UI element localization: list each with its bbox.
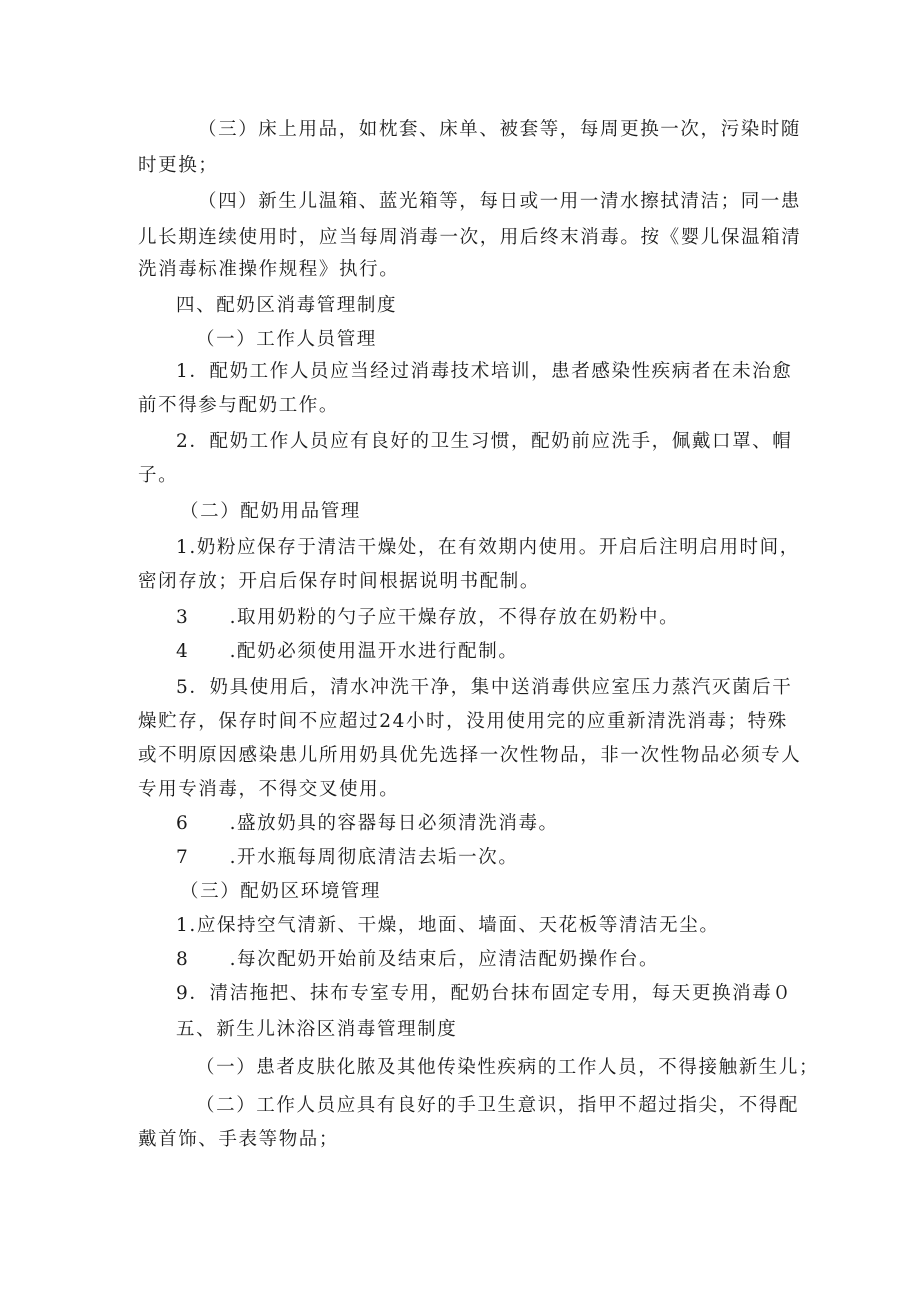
- item-5-utensils-line-3: 或不明原因感染患儿所用奶具优先选择一次性物品，非一次性物品必须专人: [138, 745, 802, 766]
- item-7-kettle: 7 .开水瓶每周彻底清洁去垢一次。: [176, 847, 519, 868]
- para-4-incubator-line-3: 洗消毒标准操作规程》执行。: [138, 259, 400, 280]
- item-3-scoop: 3 .取用奶粉的勺子应干燥存放，不得存放在奶粉中。: [176, 607, 680, 628]
- item-8-worktop: 8 .每次配奶开始前及结束后，应清洁配奶操作台。: [176, 949, 660, 970]
- bathing-item-2-line-1: （二）工作人员应具有良好的手卫生意识，指甲不超过指尖，不得配: [196, 1095, 800, 1116]
- section-4-heading: 四、配奶区消毒管理制度: [176, 295, 398, 316]
- item-4-warm-water: 4 .配奶必须使用温开水进行配制。: [176, 641, 519, 662]
- item-2-hygiene-line-2: 子。: [138, 465, 179, 486]
- bathing-item-2-line-2: 戴首饰、手表等物品；: [138, 1129, 340, 1150]
- subsection-3-environment-heading: （三）配奶区环境管理: [180, 881, 382, 902]
- item-1-air: 1.应保持空气清新、干燥，地面、墙面、天花板等清洁无尘。: [176, 915, 720, 936]
- item-6-containers: 6 .盛放奶具的容器每日必须清洗消毒。: [176, 813, 559, 834]
- section-5-heading: 五、新生儿沐浴区消毒管理制度: [176, 1019, 458, 1040]
- item-9-mops: 9．清洁拖把、抹布专室专用，配奶台抹布固定专用，每天更换消毒０: [176, 983, 793, 1004]
- item-5-utensils-line-1: 5．奶具使用后，清水冲洗干净，集中送消毒供应室压力蒸汽灭菌后干: [176, 677, 793, 698]
- para-4-incubator-line-1: （四）新生儿温箱、蓝光箱等，每日或一用一清水擦拭清洁；同一患: [198, 191, 802, 212]
- subsection-2-supplies-heading: （二）配奶用品管理: [180, 501, 361, 522]
- item-5-utensils-line-4: 专用专消毒，不得交叉使用。: [138, 779, 400, 800]
- para-3-bedding-line-2: 时更换；: [138, 155, 219, 176]
- item-1-formula-line-1: 1.奶粉应保存于清洁干燥处，在有效期内使用。开启后注明启用时间，: [176, 537, 800, 558]
- bathing-item-1: （一）患者皮肤化脓及其他传染性疾病的工作人员，不得接触新生儿；: [196, 1057, 820, 1078]
- item-2-hygiene-line-1: 2．配奶工作人员应有良好的卫生习惯，配奶前应洗手，佩戴口罩、帽: [176, 431, 793, 452]
- para-3-bedding-line-1: （三）床上用品，如枕套、床单、被套等，每周更换一次，污染时随: [198, 119, 802, 140]
- item-5-utensils-line-2: 燥贮存，保存时间不应超过24小时，没用使用完的应重新清洗消毒；特殊: [138, 711, 788, 732]
- subsection-1-staff-heading: （一）工作人员管理: [196, 329, 377, 350]
- item-1-training-line-1: 1．配奶工作人员应当经过消毒技术培训，患者感染性疾病者在未治愈: [176, 361, 793, 382]
- para-4-incubator-line-2: 儿长期连续使用时，应当每周消毒一次，用后终末消毒。按《婴儿保温箱清: [138, 227, 802, 248]
- item-1-formula-line-2: 密闭存放；开启后保存时间根据说明书配制。: [138, 571, 541, 592]
- item-1-training-line-2: 前不得参与配奶工作。: [138, 395, 340, 416]
